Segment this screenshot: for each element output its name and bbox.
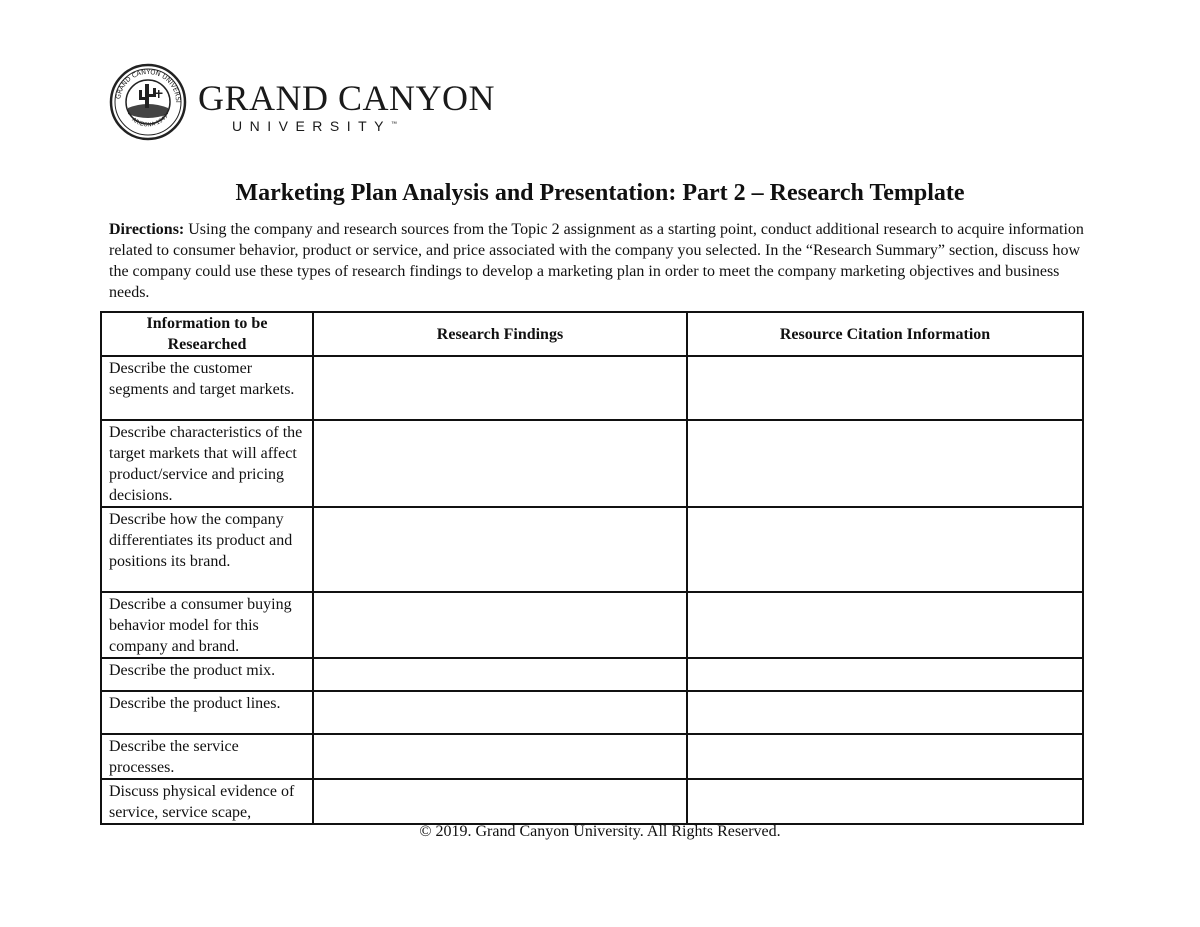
info-cell: Describe characteristics of the target markets that will affect product/service and pricing decisions. — [101, 420, 313, 507]
findings-cell[interactable] — [313, 734, 687, 779]
citation-cell[interactable] — [687, 356, 1083, 420]
findings-cell[interactable] — [313, 779, 687, 824]
citation-cell[interactable] — [687, 592, 1083, 658]
info-cell: Describe the customer segments and target markets. — [101, 356, 313, 420]
logo-subtitle: UNIVERSITY™ — [232, 118, 398, 134]
info-cell: Describe a consumer buying behavior model for this company and brand. — [101, 592, 313, 658]
research-table — [100, 311, 1084, 825]
directions-label: Directions: — [109, 221, 185, 238]
citation-cell[interactable] — [687, 507, 1083, 592]
findings-cell[interactable] — [313, 592, 687, 658]
table-row — [101, 691, 1083, 734]
findings-cell[interactable] — [313, 507, 687, 592]
info-cell: Describe the service processes. — [101, 734, 313, 779]
info-cell: Describe the product lines. — [101, 691, 313, 734]
citation-cell[interactable] — [687, 420, 1083, 507]
table-row — [101, 420, 1083, 507]
page-title: Marketing Plan Analysis and Presentation: Part 2 – Research Template — [235, 180, 965, 206]
svg-text:ARIZONA 1949: ARIZONA 1949 — [130, 113, 170, 129]
table-row — [101, 658, 1083, 691]
table-row — [101, 734, 1083, 779]
findings-cell[interactable] — [313, 356, 687, 420]
table-header-row — [101, 312, 1083, 356]
logo-wordmark — [198, 80, 495, 134]
directions-paragraph — [109, 219, 1084, 303]
university-seal-icon — [108, 62, 188, 142]
header-information: Information to be Researched — [101, 312, 313, 356]
citation-cell[interactable] — [687, 779, 1083, 824]
university-logo — [108, 62, 496, 144]
info-cell: Discuss physical evidence of service, service scape, — [101, 779, 313, 824]
findings-cell[interactable] — [313, 658, 687, 691]
info-cell: Describe how the company differentiates its product and positions its brand. — [101, 507, 313, 592]
table-row — [101, 592, 1083, 658]
header-research-findings: Research Findings — [313, 312, 687, 356]
logo-name: GRAND CANYON — [198, 78, 496, 118]
copyright-footer: © 2019. Grand Canyon University. All Rights Reserved. — [419, 823, 781, 840]
findings-cell[interactable] — [313, 691, 687, 734]
header-resource-citation: Resource Citation Information — [687, 312, 1083, 356]
svg-text:GRAND CANYON UNIVERSITY: GRAND CANYON UNIVERSI — [114, 67, 183, 103]
table-row — [101, 356, 1083, 420]
info-cell: Describe the product mix. — [101, 658, 313, 691]
table-row — [101, 779, 1083, 824]
citation-cell[interactable] — [687, 658, 1083, 691]
citation-cell[interactable] — [687, 734, 1083, 779]
table-row — [101, 507, 1083, 592]
findings-cell[interactable] — [313, 420, 687, 507]
citation-cell[interactable] — [687, 691, 1083, 734]
directions-text: Using the company and research sources from the Topic 2 assignment as a starting point, conduct additional research to acquire information related to consumer behavior, product or service, and price associated with the company you selected. In the “Research Summary” section, discuss how the company could use these types of research findings to develop a marketing plan in order to meet the company marketing objectives and business needs. — [109, 221, 1084, 301]
